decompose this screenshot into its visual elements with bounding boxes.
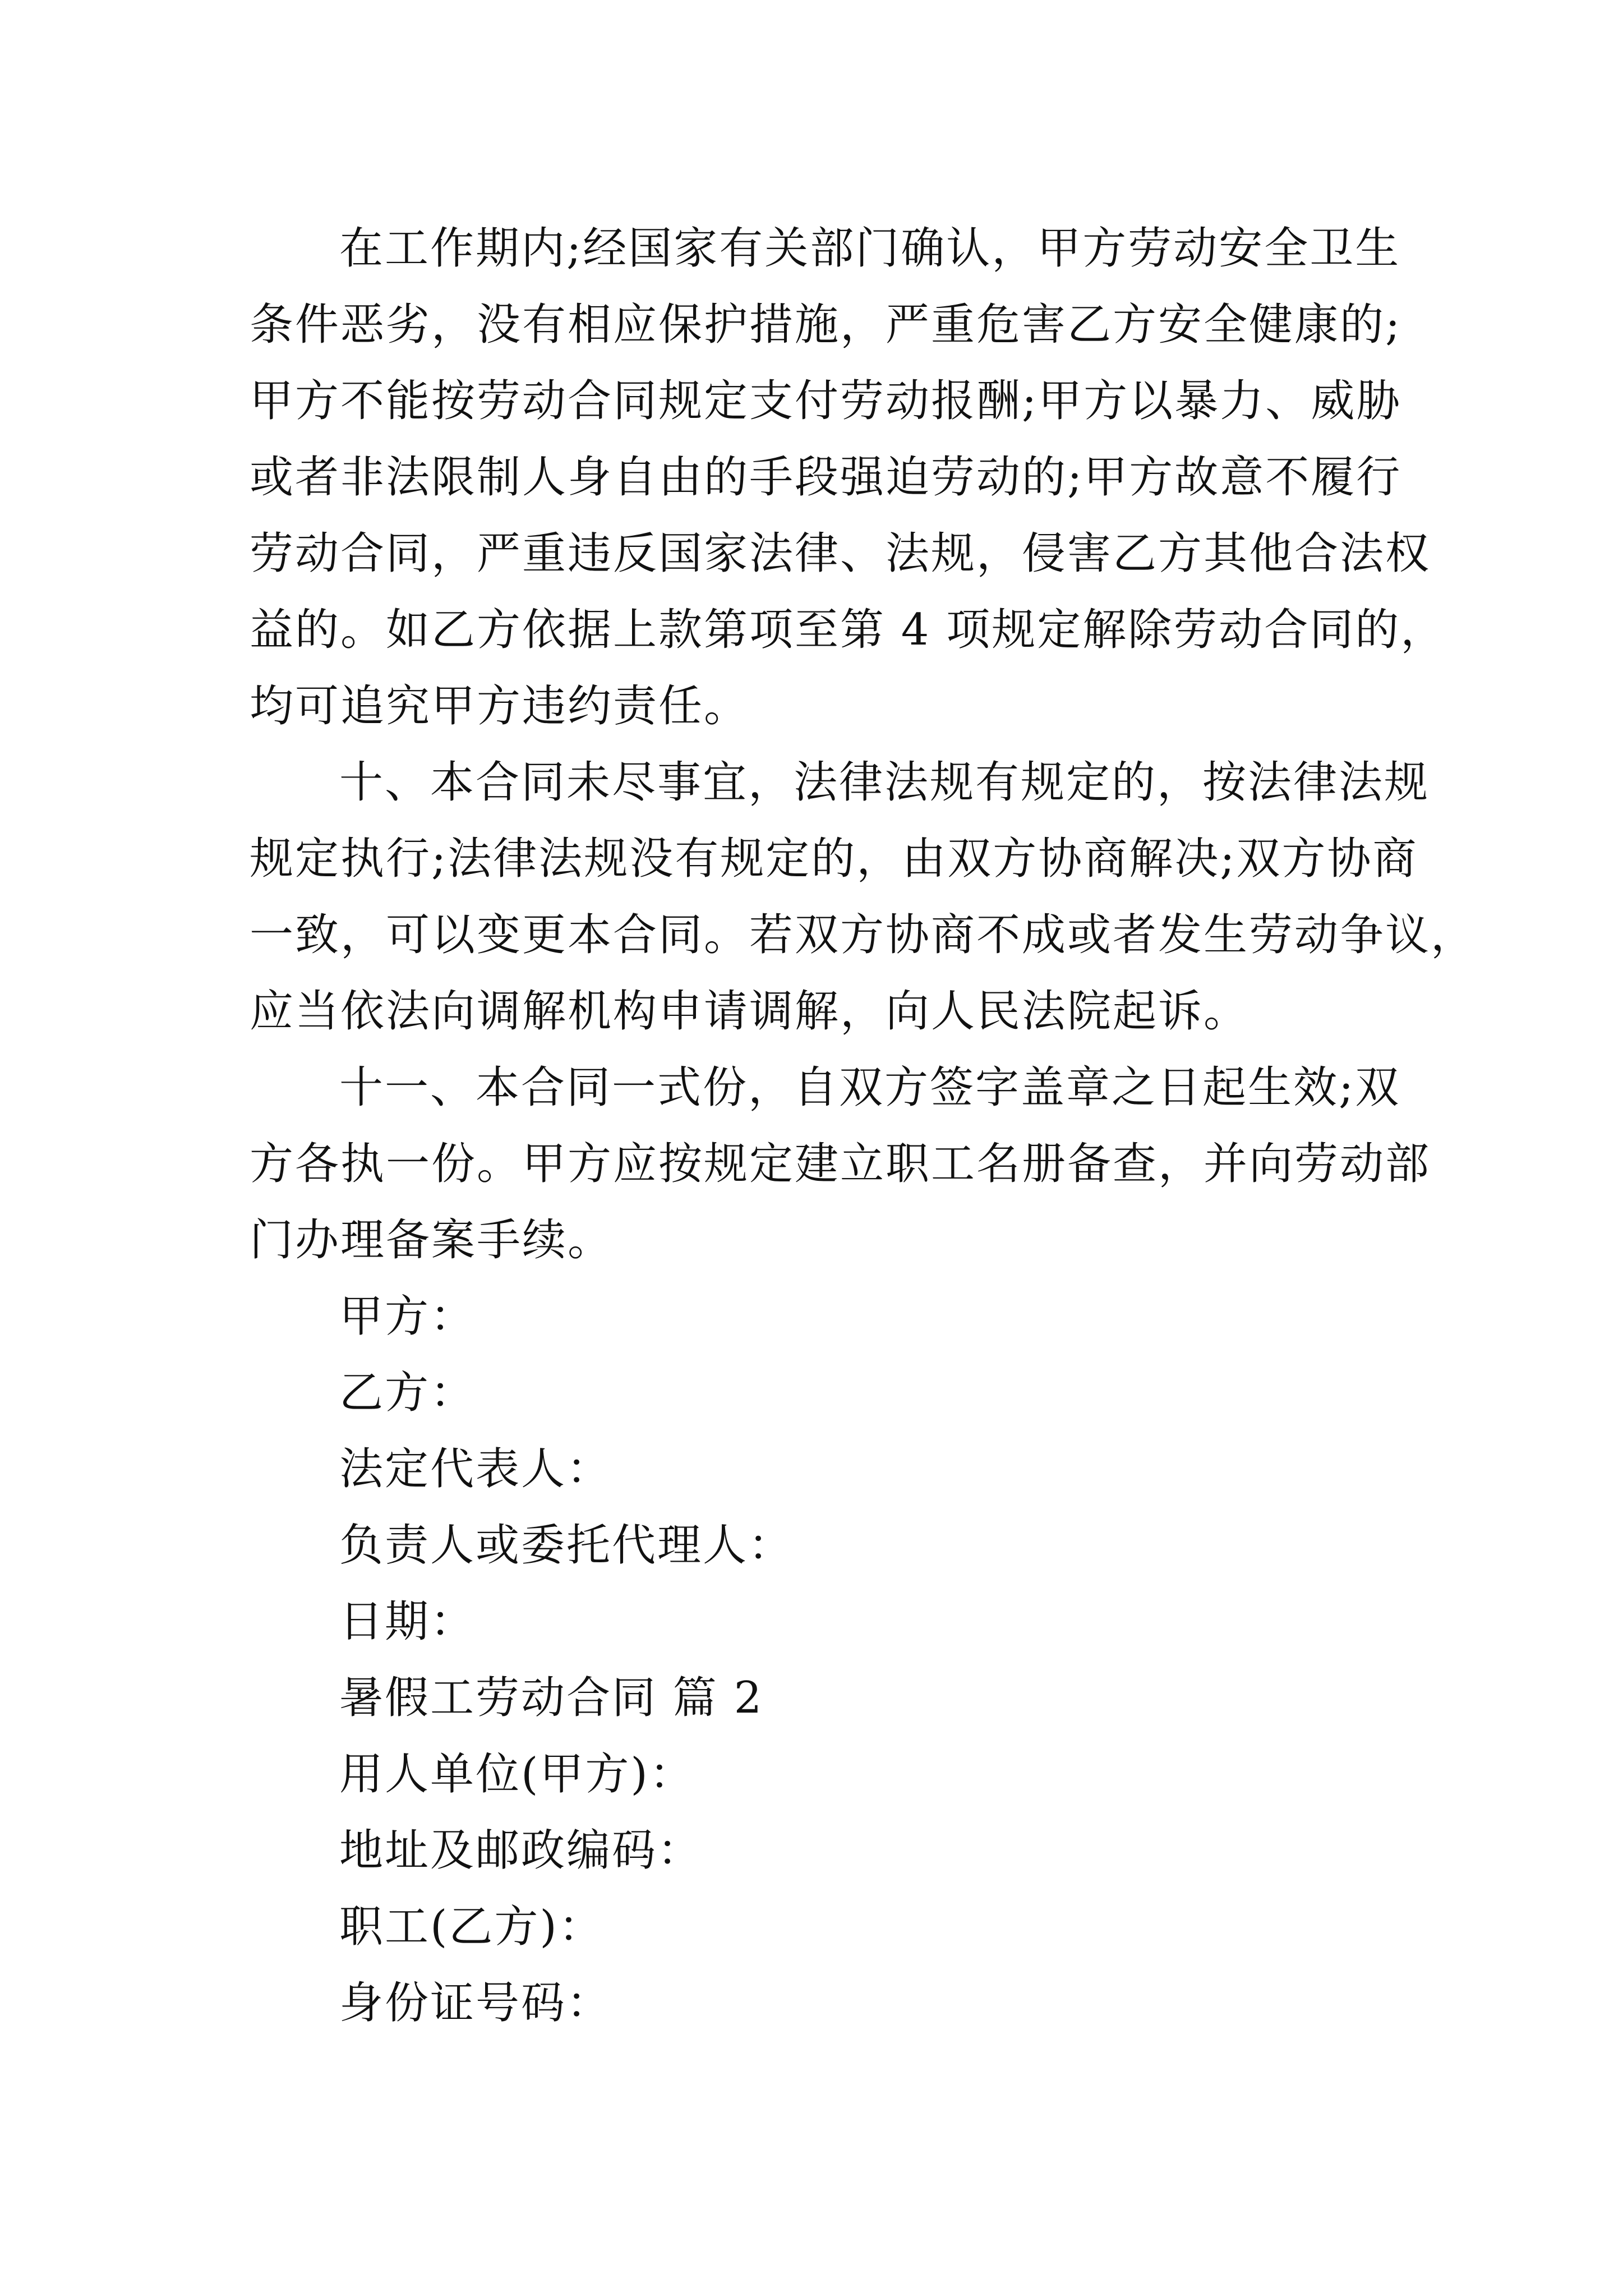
address-postcode-label: 地址及邮政编码： bbox=[339, 1825, 703, 1876]
text-line: 劳动合同，严重违反国家法律、法规，侵害乙方其他合法权 bbox=[250, 528, 1431, 579]
id-number-label: 身份证号码： bbox=[339, 1978, 612, 2028]
text-line: 均可追究甲方违约责任。 bbox=[250, 681, 750, 731]
text-line: 门办理备案手续。 bbox=[250, 1215, 614, 1266]
party-b-label: 乙方： bbox=[339, 1368, 476, 1418]
text-line: 方各执一份。甲方应按规定建立职工名册备查，并向劳动部 bbox=[250, 1139, 1431, 1189]
party-a-label: 甲方： bbox=[339, 1291, 476, 1342]
text-line: 十、本合同未尽事宜，法律法规有规定的，按法律法规 bbox=[339, 757, 1430, 808]
clause-10-paragraph bbox=[250, 744, 1477, 1050]
signature-fields bbox=[250, 1278, 1399, 1660]
text-line: 十一、本合同一式份，自双方签字盖章之日起生效;双 bbox=[339, 1062, 1401, 1113]
clause-9-paragraph bbox=[250, 210, 1446, 744]
text-line: 在工作期内;经国家有关部门确认，甲方劳动安全卫生 bbox=[339, 223, 1401, 274]
employer-label: 用人单位(甲方)： bbox=[339, 1749, 695, 1800]
date-label: 日期： bbox=[339, 1596, 476, 1647]
text-line: 规定执行;法律法规没有规定的，由双方协商解决;双方协商 bbox=[250, 834, 1418, 884]
section-title: 暑假工劳动合同 篇 2 bbox=[339, 1673, 764, 1723]
text-line: 甲方不能按劳动合同规定支付劳动报酬;甲方以暴力、威胁 bbox=[250, 376, 1402, 426]
text-line: 一致，可以变更本合同。若双方协商不成或者发生劳动争议， bbox=[250, 910, 1477, 960]
text-line: 条件恶劣，没有相应保护措施，严重危害乙方安全健康的; bbox=[250, 300, 1402, 350]
employee-label: 职工(乙方)： bbox=[339, 1902, 604, 1952]
text-line: 益的。如乙方依据上款第项至第 4 项规定解除劳动合同的， bbox=[250, 605, 1446, 655]
responsible-person-label: 负责人或委托代理人： bbox=[339, 1520, 794, 1571]
text-line: 或者非法限制人身自由的手段强迫劳动的;甲方故意不履行 bbox=[250, 452, 1402, 503]
contract-header-fields bbox=[250, 1736, 1399, 2041]
legal-representative-label: 法定代表人： bbox=[339, 1444, 612, 1494]
clause-11-paragraph bbox=[250, 1050, 1431, 1278]
text-line: 应当依法向调解机构申请调解，向人民法院起诉。 bbox=[250, 986, 1249, 1037]
document-body bbox=[250, 210, 1477, 2041]
